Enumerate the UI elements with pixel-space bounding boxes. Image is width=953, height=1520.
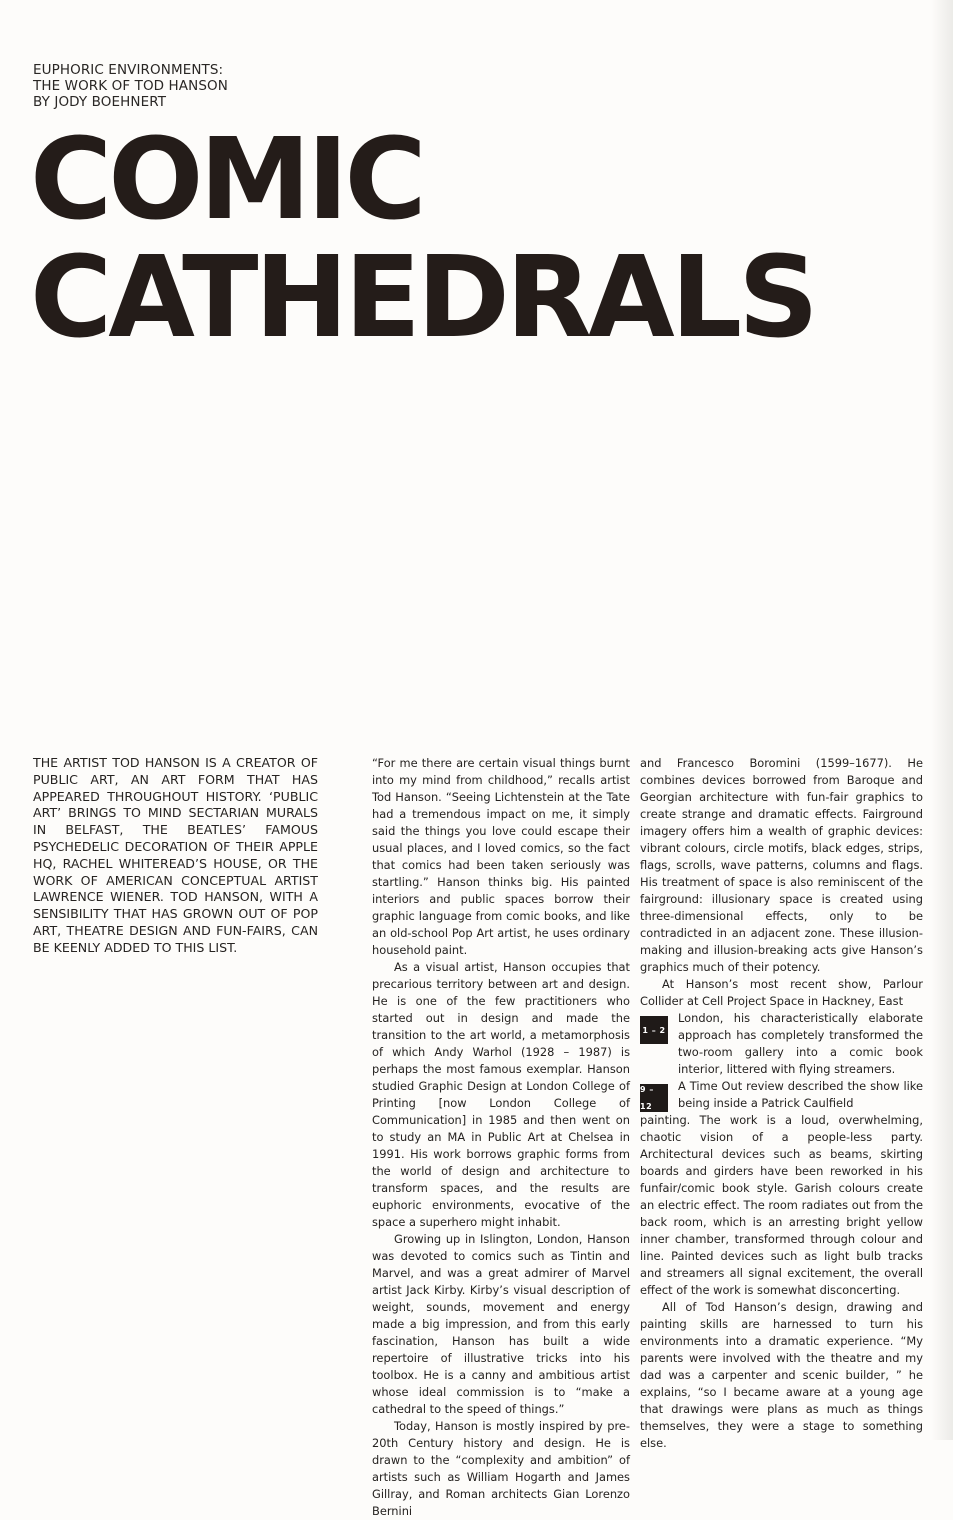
body-paragraph: and Francesco Boromini (1599–1677). He combines devices borrowed from Baroque and Georgian architecture with fun-fair graphics to create strange and dramatic effects. Fairground imagery offers him a wealth of graphic devices: vibrant colours, circle motifs, black edges, strips, flags, scrolls, wave patterns, columns and flags. His treatment of space is also reminiscent of the fairground: illusionary space is created using three-dimensional effects, only to be contradicted in an adjacent zone. These illusion-making and illusion-breaking acts give Hanson’s graphics much of their potency. (640, 756, 923, 974)
article-kicker (33, 62, 453, 110)
body-text-segment: painting. The work is a loud, overwhelming, chaotic vision of a people-less party. Architectural devices such as beams, skirting boards and girders have been reworked in his funfair/comic book style. Garish colours create an electric effect. The room radiates out from the back room, which is an arresting bright yellow inner chamber, transformed through colour and line. Painted devices such as light bulb tracks and streamers all signal excitement, the overall effect of the work is somewhat disconcerting. (640, 1113, 923, 1297)
body-paragraph: “For me there are certain visual things burnt into my mind from childhood,” recalls artist Tod Hanson. “Seeing Lichtenstein at the Tate had a tremendous impact on me, it simply said the things you love could escape their usual places, and I loved comics, so the fact that comics had been taken seriously was startling.” Hanson thinks big. His painted interiors and public spaces borrow their graphic language from comic books, and like an old-school Pop Art artist, he uses ordinary household paint. (372, 756, 630, 957)
body-paragraph: As a visual artist, Hanson occupies that precarious territory between art and design. He is one of the few practitioners who started out in design and made the transition to the art world, a metamorphosis of which Andy Warhol (1928 – 1987) is perhaps the most famous exemplar. Hanson studied Graphic Design at London College of Printing [now London College of Communication] in 1985 and then went on to study an MA in Public Art at Chelsea in 1991. His work borrows graphic forms from the world of design and architecture to transform spaces, and the results are euphoric environments, evocative of the space a superhero might inhabit. (372, 960, 630, 1229)
kicker-series: EUPHORIC ENVIRONMENTS: (33, 62, 224, 78)
kicker-byline: BY JODY BOEHNERT (33, 94, 167, 110)
body-paragraph: At Hanson’s most recent show, Parlour Collider at Cell Project Space in Hackney, East (640, 977, 923, 1008)
article-headline (30, 115, 930, 363)
headline-line-2: CATHEDRALS (30, 233, 815, 363)
body-paragraph: Growing up in Islington, London, Hanson was devoted to comics such as Tintin and Marvel, and was a great admirer of Marvel artist Jack Kirby. Kirby’s visual description of weight, sounds, movement and energy made a big impression, and from this early fascination, Hanson has built a wide repertoire of illustrative tricks into his toolbox. He is a canny and ambitious artist whose ideal commission is to “make a cathedral to the speed of things.” (372, 1232, 630, 1416)
intro-column (33, 755, 318, 957)
figure-ref-badge-1-2: 1 – 2 (640, 1016, 668, 1044)
figure-reference-row (640, 1010, 923, 1078)
body-paragraph: Today, Hanson is mostly inspired by pre-20th Century history and design. He is drawn to the “complexity and ambition” of artists such as William Hogarth and James Gillray, and Roman architects Gian Lorenzo Bernini (372, 1419, 630, 1518)
figure-ref-badge-9-12: 9 – 12 (640, 1084, 668, 1112)
body-column-2 (372, 755, 630, 1520)
body-paragraph: All of Tod Hanson’s design, drawing and painting skills are harnessed to turn his environments into a dramatic experience. “My parents were involved with the theatre and my dad was a carpenter and scenic builder, ” he explains, “so I became aware at a young age that drawings were plans as much as things themselves, they were a stage to something else. (640, 1300, 923, 1450)
body-text-segment: A Time Out review described the show like being inside a Patrick Caulfield (678, 1079, 923, 1110)
body-column-3 (640, 755, 923, 1452)
kicker-subject: THE WORK OF TOD HANSON (33, 78, 228, 94)
figure-reference-row (640, 1078, 923, 1112)
page-edge-shadow (931, 0, 953, 1440)
body-text-segment: London, his characteristically elaborate approach has completely transformed the two-room gallery into a comic book interior, littered with flying streamers. (678, 1011, 923, 1076)
headline-line-1: COMIC (30, 115, 423, 245)
intro-paragraph: THE ARTIST TOD HANSON IS A CREATOR OF PUBLIC ART, AN ART FORM THAT HAS APPEARED THROUGHOUT HISTORY. ‘PUBLIC ART’ BRINGS TO MIND SECTARIAN MURALS IN BELFAST, THE BEATLES’ FAMOUS PSYCHEDELIC DECORATION OF THEIR APPLE HQ, RACHEL WHITEREAD’S HOUSE, OR THE WORK OF AMERICAN CONCEPTUAL ARTIST LAWRENCE WIENER. TOD HANSON, WITH A SENSIBILITY THAT HAS GROWN OUT OF POP ART, THEATRE DESIGN AND FUN-FAIRS, CAN BE KEENLY ADDED TO THIS LIST. (33, 755, 318, 955)
